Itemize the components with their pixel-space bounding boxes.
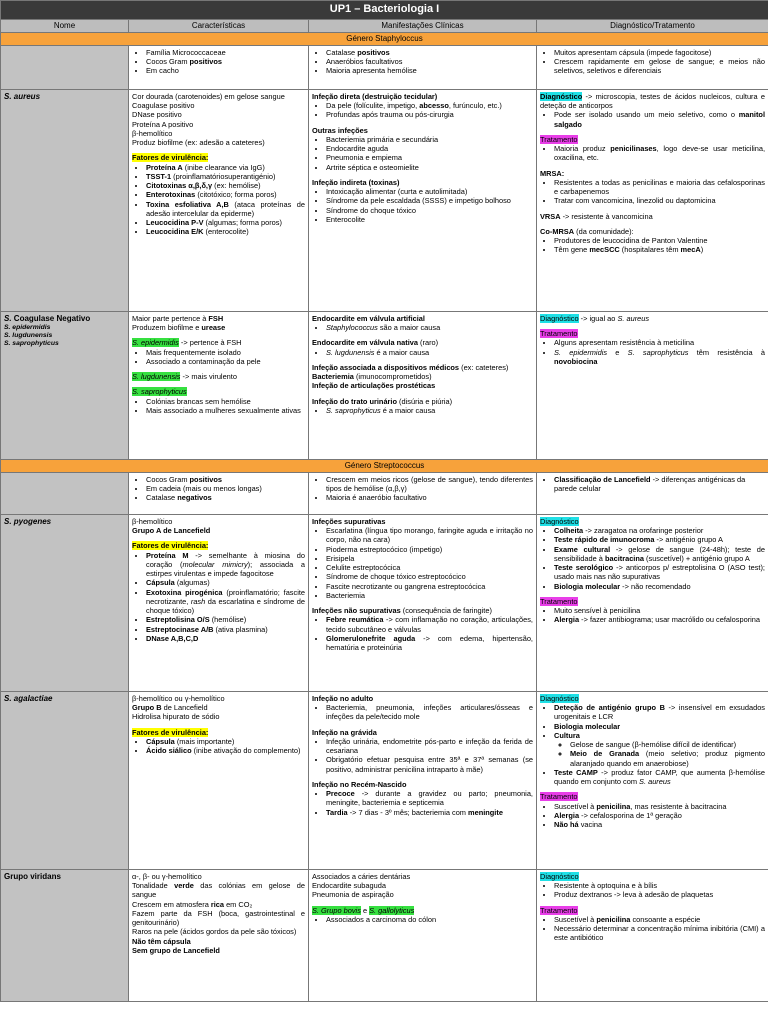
list-item: • Teste serológico -> anticorpos p/ estreptolisina O (ASO test); usado mais nas não supurativas	[554, 563, 765, 582]
treatment-label: Tratamento	[540, 596, 578, 606]
list-item: • Colónias brancas sem hemólise	[146, 397, 305, 406]
text-line: Tonalidade verde das colónias em gelose de sangue	[132, 881, 305, 900]
genus-row-strep	[1, 459, 768, 472]
list-item: • Pioderma estreptocócico (impetigo)	[326, 545, 533, 554]
list-item: • Pneumonia e empiema	[326, 153, 533, 162]
section-title: MRSA:	[540, 168, 565, 178]
text-line: Sem grupo de Lancefield	[132, 945, 220, 955]
list-item: • Erisipela	[326, 554, 533, 563]
virulence-label: Fatores de virulência:	[132, 541, 209, 551]
list-item: • Maioria apresenta hemólise	[326, 66, 533, 75]
list-item: • Síndrome de choque tóxico estreptocócico	[326, 572, 533, 581]
list-item: • Família Micrococcaceae	[146, 48, 305, 57]
strep-general-diagnosis	[537, 472, 768, 514]
list-item: • Obrigatório efetuar pesquisa entre 35ª e 37ª semanas (se positivo, administrar penicilina intraparto à mãe)	[326, 755, 533, 774]
header-manifestations: Manifestações Clínicas	[309, 19, 537, 32]
treatment-label: Tratamento	[540, 329, 578, 338]
list-item: • Biologia molecular	[554, 722, 765, 731]
list-item: • Glomerulonefrite aguda -> com edema, hipertensão, hematúria e proteinúria	[326, 634, 533, 653]
list-item: • Bacteriemia	[326, 591, 533, 600]
species-highlight: S. gallolyticus	[369, 905, 415, 915]
list-item: • Febre reumática -> com inflamação no coração, articulações, tecido subcutâneo e válvulas	[326, 615, 533, 634]
header-name: Nome	[1, 19, 129, 32]
list-item: • Associado a contaminação da pele	[146, 357, 305, 366]
species-highlight: S. epidermidis	[132, 338, 179, 348]
list-item: • Bacteriemia, pneumonia, infeções articulares/ósseas e infeções da pele/tecido mole	[326, 703, 533, 722]
text-line: Fazem parte da FSH (boca, gastrointestinal e genitourinário)	[132, 908, 305, 927]
list-item: • Em cadeia (mais ou menos longas)	[146, 484, 305, 493]
list-item: • Citotoxinas α,β,δ,γ (ex: hemólise)	[146, 181, 305, 190]
staph-general-manifestations	[309, 45, 537, 89]
list-item: • Artrite séptica e osteomielite	[326, 163, 533, 172]
list-item: • Infeção urinária, endometrite pós-parto e infeção da ferida de cesariana	[326, 737, 533, 756]
list-item: • Têm gene mecSCC (hospitalares têm mecA)	[554, 245, 765, 254]
aureus-manifestations	[309, 89, 537, 311]
list-item: • Toxina esfoliativa A,B (ataca proteínas de adesão intercelular da epiderme)	[146, 200, 305, 219]
list-item: • Alergia -> cefalosporina de 1ª geração	[554, 811, 765, 820]
list-item: • Mais frequentemente isolado	[146, 348, 305, 357]
list-item: • Muito sensível à penicilina	[554, 606, 765, 615]
list-item: • Enterocolite	[326, 215, 533, 224]
agalactiae-diagnosis	[537, 691, 768, 869]
treatment-label: Tratamento	[540, 905, 578, 915]
header-diagnosis: Diagnóstico/Tratamento	[537, 19, 768, 32]
cons-characteristics: Maior parte pertence à FSH Produzem biofilme e urease S. epidermidis -> pertence à FSH • Mais frequentemente isolado • Associado a contaminação da pele S. lugdunensis -> mais virulento S. saprophyticus • Colónias brancas sem hemólise • Mais associado a mulheres sexualmente ativas	[129, 311, 309, 459]
aureus-name: S. aureus	[1, 89, 129, 311]
list-item: • Leucocidina P-V (algumas; forma poros)	[146, 218, 305, 227]
list-item: • Mais associado a mulheres sexualmente ativas	[146, 406, 305, 415]
section-title: Infeção indireta (toxinas)	[312, 177, 400, 187]
species-label: S. lugdunensis	[4, 331, 53, 339]
text-line: Cor dourada (carotenoides) em gelose sangue	[132, 91, 285, 101]
section-title: Endocardite em válvula artificial	[312, 313, 425, 323]
pyogenes-manifestations: Infeções supurativas • Escarlatina (língua tipo morango, faringite aguda e irritação no corpo, não na cara) • Pioderma estreptocócico (impetigo) • Erisipela • Celulite estreptocócica • Síndrome de choque tóxico estreptocócico • Fascite necrotizante ou gangrena estreptocócica • Bacteriemia Infeções não supurativas (consequência de faringite) • Febre reumática -> com inflamação no coração, articulações, tecido subcutâneo e válvulas • Glomerulonefrite aguda -> com edema, hipertensão, hematúria e proteinúria	[309, 514, 537, 691]
species-highlight: S. saprophyticus	[132, 387, 187, 397]
list-item: • Classificação de Lancefield -> diferenças antigénicas da parede celular	[554, 475, 765, 494]
list-item: • Catalase negativos	[146, 493, 305, 502]
text-line: Coagulase positivo	[132, 101, 195, 110]
list-item: • Síndrome do choque tóxico	[326, 206, 533, 215]
list-item: • Associados a carcinoma do cólon	[326, 915, 533, 924]
text-line: -> microscopia, testes de ácidos nucleicos, cultura e deteção de anticorpos	[540, 91, 765, 110]
list-item: • Intoxicação alimentar (curta e autolimitada)	[326, 187, 533, 196]
list-item: • Estreptolisina O/S (hemólise)	[146, 615, 305, 624]
text-line: Endocardite subaguda	[312, 881, 386, 890]
list-item: • Muitos apresentam cápsula (impede fagocitose)	[554, 48, 765, 57]
viridans-name: Grupo viridans	[1, 869, 129, 1001]
species-highlight: S. lugdunensis	[132, 372, 181, 381]
strep-general-name	[1, 472, 129, 514]
text-line: Não têm cápsula	[132, 936, 191, 946]
list-item: • Biologia molecular -> não recomendado	[554, 582, 765, 591]
diagnosis-label: Diagnóstico	[540, 91, 583, 101]
list-item: • Alergia -> fazer antibiograma; usar macrólido ou cefalosporina	[554, 615, 765, 624]
text-line: Hidrolisa hipurato de sódio	[132, 712, 220, 722]
list-item: • Maioria produz penicilinases, logo deve-se usar meticilina, oxacilina, etc.	[554, 144, 765, 163]
list-item: • Exame cultural -> gelose de sangue (24-48h); teste de sensibilidade à bacitracina (suscetível) + antigénio grupo A	[554, 545, 765, 564]
cons-manifestations: Endocardite em válvula artificial • Staphylococcus são a maior causa Endocardite em válvula nativa (raro) • S. lugdunensis é a maior causa Infeção associada a dispositivos médicos (ex: cateteres) Bacteriemia (imunocomprometidos) Infeção de articulações prostéticas Infeção do trato urinário (disúria e piúria) • S. saprophyticus é a maior causa	[309, 311, 537, 459]
virulence-label: Fatores de virulência:	[132, 727, 209, 737]
list-item: • Endocardite aguda	[326, 144, 533, 153]
list-item: • TSST-1 (proinflamatóriosuperantigénio)	[146, 172, 305, 181]
list-item: • Leucocidina E/K (enterocolite)	[146, 227, 305, 236]
text-line: α-, β- ou γ-hemolítico	[132, 871, 202, 881]
aureus-row	[1, 89, 768, 311]
species-highlight: S. Grupo bovis	[312, 905, 361, 915]
list-item: • Precoce -> durante a gravidez ou parto; pneumonia, meningite, bacteriemia e septicemia	[326, 789, 533, 808]
text-line: Produzem biofilme e urease	[132, 323, 226, 332]
list-item: • Da pele (folículite, impetigo, abcesso, furúnculo, etc.)	[326, 101, 533, 110]
section-title: Infeção direta (destruição tecidular)	[312, 91, 438, 101]
viridans-diagnosis	[537, 869, 768, 1001]
title-row	[1, 1, 768, 20]
list-item: • S. saprophyticus é a maior causa	[326, 406, 533, 415]
text-line: Produz biofilme (ex: adesão a cateteres)	[132, 138, 265, 147]
list-item: • Bacteriemia primária e secundária	[326, 135, 533, 144]
cons-name: S. Coagulase Negativo S. epidermidis S. lugdunensis S. saprophyticus	[1, 311, 129, 459]
viridans-row	[1, 869, 768, 1001]
list-item: ◦ Meio de Granada (meio seletivo; produz pigmento alaranjado quando em anaerobiose)	[570, 749, 765, 768]
staph-general-diagnosis	[537, 45, 768, 89]
text-line: Proteína A positivo	[132, 119, 194, 129]
list-item: • Catalase positivos	[326, 48, 533, 57]
text-line: β-hemolítico	[132, 128, 173, 138]
list-item: • Síndrome da pele escaldada (SSSS) e impetigo bolhoso	[326, 196, 533, 205]
list-item: • Resistentes a todas as penicilinas e maioria das cefalosporinas e carbapenemos	[554, 178, 765, 197]
agalactiae-row	[1, 691, 768, 869]
species-label: S. epidermidis	[4, 323, 51, 331]
staph-general-characteristics	[129, 45, 309, 89]
diagnosis-label: Diagnóstico	[540, 871, 579, 881]
section-title: Infeção na grávida	[312, 727, 377, 737]
genus-staph-label: Género Staphyloccus	[1, 32, 768, 45]
list-item: • Tardia -> 7 dias - 3º mês; bacteriemia com meningite	[326, 808, 533, 817]
list-item: • Escarlatina (língua tipo morango, faringite aguda e irritação no corpo, não na cara)	[326, 526, 533, 545]
list-item: • Teste rápido de imunocroma -> antigénio grupo A	[554, 535, 765, 544]
list-item: • Enterotoxinas (citotóxico; forma poros)	[146, 190, 305, 199]
staph-general-name	[1, 45, 129, 89]
section-title: Infeções supurativas	[312, 516, 386, 526]
pyogenes-name: S. pyogenes	[1, 514, 129, 691]
strep-general-characteristics	[129, 472, 309, 514]
strep-general-manifestations	[309, 472, 537, 514]
list-item: • Estreptocinase A/B (ativa plasmina)	[146, 625, 305, 634]
text-line: β-hemolítico ou γ-hemolítico	[132, 693, 225, 703]
pyogenes-diagnosis	[537, 514, 768, 691]
list-item: • Cultura ◦ Gelose de sangue (β-hemólise difícil de identificar) ◦ Meio de Granada (meio seletivo; produz pigmento alaranjado quando em anaerobiose)	[554, 731, 765, 768]
list-item: • Alguns apresentam resistência à meticilina	[554, 338, 765, 347]
list-item: • Deteção de antigénio grupo B -> insensível em exsudados urogenitais e LCR	[554, 703, 765, 722]
section-title: Infeção no adulto	[312, 693, 374, 703]
list-item: • Anaeróbios facultativos	[326, 57, 533, 66]
list-item: • Cápsula (mais importante)	[146, 737, 305, 746]
viridans-manifestations: Associados a cáries dentárias Endocardite subaguda Pneumonia de aspiração S. Grupo bovis e S. gallolyticus • Associados a carcinoma do cólon	[309, 869, 537, 1001]
list-item: • Cápsula (algumas)	[146, 578, 305, 587]
cons-row	[1, 311, 768, 459]
species-label: S. saprophyticus	[4, 340, 59, 348]
list-item: • Proteína A (inibe clearance via IgG)	[146, 163, 305, 172]
aureus-characteristics	[129, 89, 309, 311]
list-item: • Proteína M -> semelhante à miosina do coração (molecular mimicry); associada a estirpes virulentas e impede fagocitose	[146, 551, 305, 579]
section-title: Infeção no Recém-Nascido	[312, 779, 407, 789]
list-item: • Teste CAMP -> produz fator CAMP, que aumenta β-hemólise quando em conjunto com S. aureus	[554, 768, 765, 787]
diagnosis-label: Diagnóstico	[540, 313, 579, 323]
list-item: ◦ Gelose de sangue (β-hemólise difícil de identificar)	[570, 740, 765, 749]
list-item: • Produtores de leucocidina de Panton Valentine	[554, 236, 765, 245]
staph-general-row	[1, 45, 768, 89]
list-item: • Maioria é anaeróbio facultativo	[326, 493, 533, 502]
agalactiae-name: S. agalactiae	[1, 691, 129, 869]
list-item: • Em cacho	[146, 66, 305, 75]
list-item: • Produz dextranos -> leva à adesão de plaquetas	[554, 890, 765, 899]
diagnosis-label: Diagnóstico	[540, 693, 579, 703]
list-item: • Exotoxina pirogénica (proinflamatório; fascite necrotizante, rash da escarlatina e síndrome de choque tóxico)	[146, 588, 305, 616]
list-item: • Cocos Gram positivos	[146, 475, 305, 484]
list-item: • Colheita -> zaragatoa na orofaringe posterior	[554, 526, 765, 535]
cons-diagnosis: Diagnóstico -> igual ao S. aureus Tratamento • Alguns apresentam resistência à meticilina • S. epidermidis e S. saprophyticus têm resistência à novobiocina	[537, 311, 768, 459]
text-line: DNase positivo	[132, 110, 182, 120]
pyogenes-row	[1, 514, 768, 691]
list-item: • DNase A,B,C,D	[146, 634, 305, 643]
text-line: Crescem em atmosfera rica em CO₂	[132, 899, 253, 909]
header-row	[1, 19, 768, 32]
treatment-label: Tratamento	[540, 134, 578, 144]
list-item: • Ácido siálico (inibe ativação do complemento)	[146, 746, 305, 755]
list-item: • Crescem em meios ricos (gelose de sangue), tendo diferentes tipos de hemólise (α,β,γ)	[326, 475, 533, 494]
text-line: Maior parte pertence à FSH	[132, 313, 224, 323]
text-line: Raros na pele (ácidos gordos da pele são tóxicos)	[132, 927, 297, 937]
genus-row-staph	[1, 32, 768, 45]
agalactiae-manifestations	[309, 691, 537, 869]
text-line: Grupo A de Lancefield	[132, 526, 211, 535]
text-line: Grupo B de Lancefield	[132, 703, 208, 712]
page-title: UP1 – Bacteriologia I	[1, 1, 768, 20]
genus-strep-label: Género Streptococcus	[1, 459, 768, 472]
list-item: • Resistente à optoquina e à bílis	[554, 881, 765, 890]
text-line: VRSA -> resistente à vancomicina	[540, 211, 653, 221]
list-item: • Necessário determinar a concentração mínima inibitória (CMI) a este antibiótico	[554, 924, 765, 943]
text-line: Pneumonia de aspiração	[312, 890, 394, 900]
viridans-characteristics	[129, 869, 309, 1001]
list-item: • Tratar com vancomicina, linezolid ou daptomicina	[554, 196, 765, 205]
text-line: β-hemolítico	[132, 516, 173, 526]
pyogenes-characteristics	[129, 514, 309, 691]
section-title: Outras infeções	[312, 125, 368, 135]
header-characteristics: Características	[129, 19, 309, 32]
aureus-diagnosis	[537, 89, 768, 311]
virulence-label: Fatores de virulência:	[132, 153, 209, 163]
list-item: • Suscetível à penicilina consoante a espécie	[554, 915, 765, 924]
treatment-label: Tratamento	[540, 792, 578, 802]
text-line: Associados a cáries dentárias	[312, 871, 411, 881]
agalactiae-characteristics	[129, 691, 309, 869]
list-item: • Fascite necrotizante ou gangrena estreptocócica	[326, 582, 533, 591]
list-item: • Não há vacina	[554, 820, 765, 829]
diagnosis-label: Diagnóstico	[540, 516, 579, 526]
list-item: • Pode ser isolado usando um meio seletivo, como o manitol salgado	[554, 110, 765, 129]
text-line: Co-MRSA (da comunidade):	[540, 226, 634, 236]
list-item: • S. epidermidis e S. saprophyticus têm resistência à novobiocina	[554, 348, 765, 367]
list-item: • S. lugdunensis é a maior causa	[326, 348, 533, 357]
list-item: • Cocos Gram positivos	[146, 57, 305, 66]
strep-general-row	[1, 472, 768, 514]
list-item: • Staphylococcus são a maior causa	[326, 323, 533, 332]
list-item: • Crescem rapidamente em gelose de sangue; e meios não seletivos, seletivos e diferenciais	[554, 57, 765, 76]
list-item: • Celulite estreptocócica	[326, 563, 533, 572]
list-item: • Profundas após trauma ou pós-cirurgia	[326, 110, 533, 119]
list-item: • Suscetível à penicilina, mas resistente à bacitracina	[554, 802, 765, 811]
